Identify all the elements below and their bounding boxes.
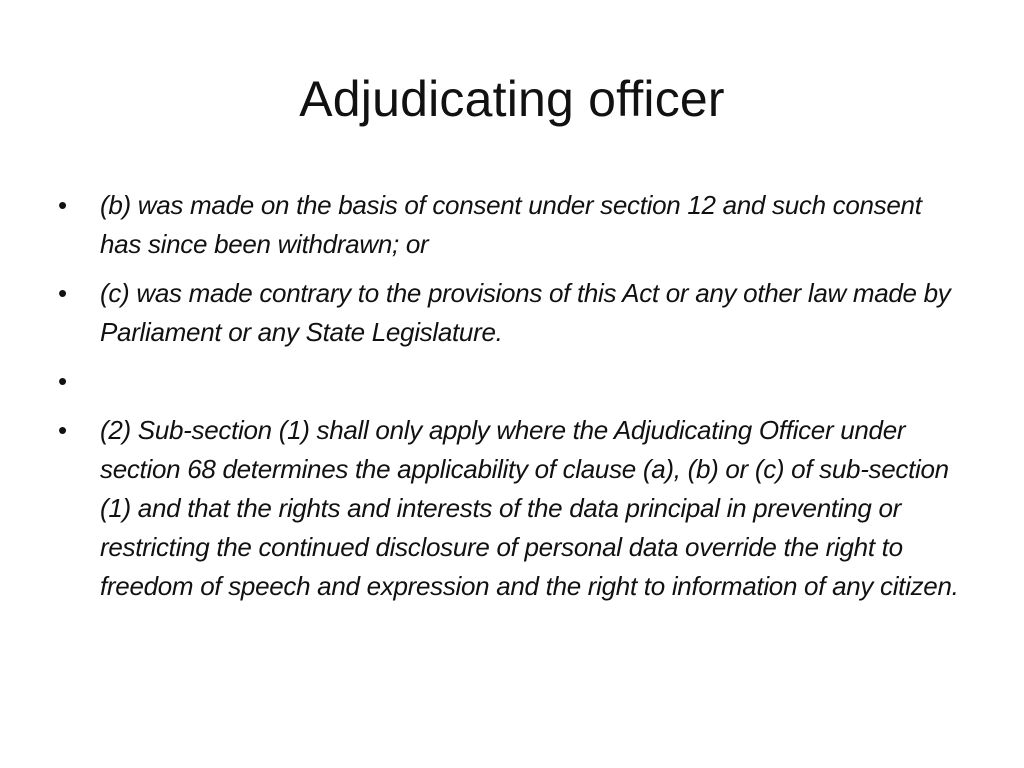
bullet-text: (b) was made on the basis of consent under section 12 and such consent has since been withdrawn; or — [100, 190, 922, 259]
bullet-item-b — [58, 186, 960, 264]
bullet-item-empty — [58, 362, 960, 401]
bullet-dot-icon: • — [58, 190, 67, 220]
bullet-dot-icon: • — [58, 366, 67, 396]
bullet-dot-icon: • — [58, 278, 67, 308]
bullet-dot-icon: • — [58, 415, 67, 445]
bullet-text: (c) was made contrary to the provisions of this Act or any other law made by Parliament or any State Legislature. — [100, 278, 951, 347]
slide-title: Adjudicating officer — [299, 71, 725, 127]
bullet-text: (2) Sub-section (1) shall only apply where the Adjudicating Officer under section 68 determines the applicability of clause (a), (b) or (c) of sub-section (1) and that the rights and interests of the data principal in preventing or restricting the continued disclosure of personal data override the right to freedom of speech and expression and the right to information of any citizen. — [100, 415, 959, 601]
bullet-list — [58, 186, 960, 616]
bullet-item-subsection-2 — [58, 411, 960, 606]
bullet-item-c — [58, 274, 960, 352]
